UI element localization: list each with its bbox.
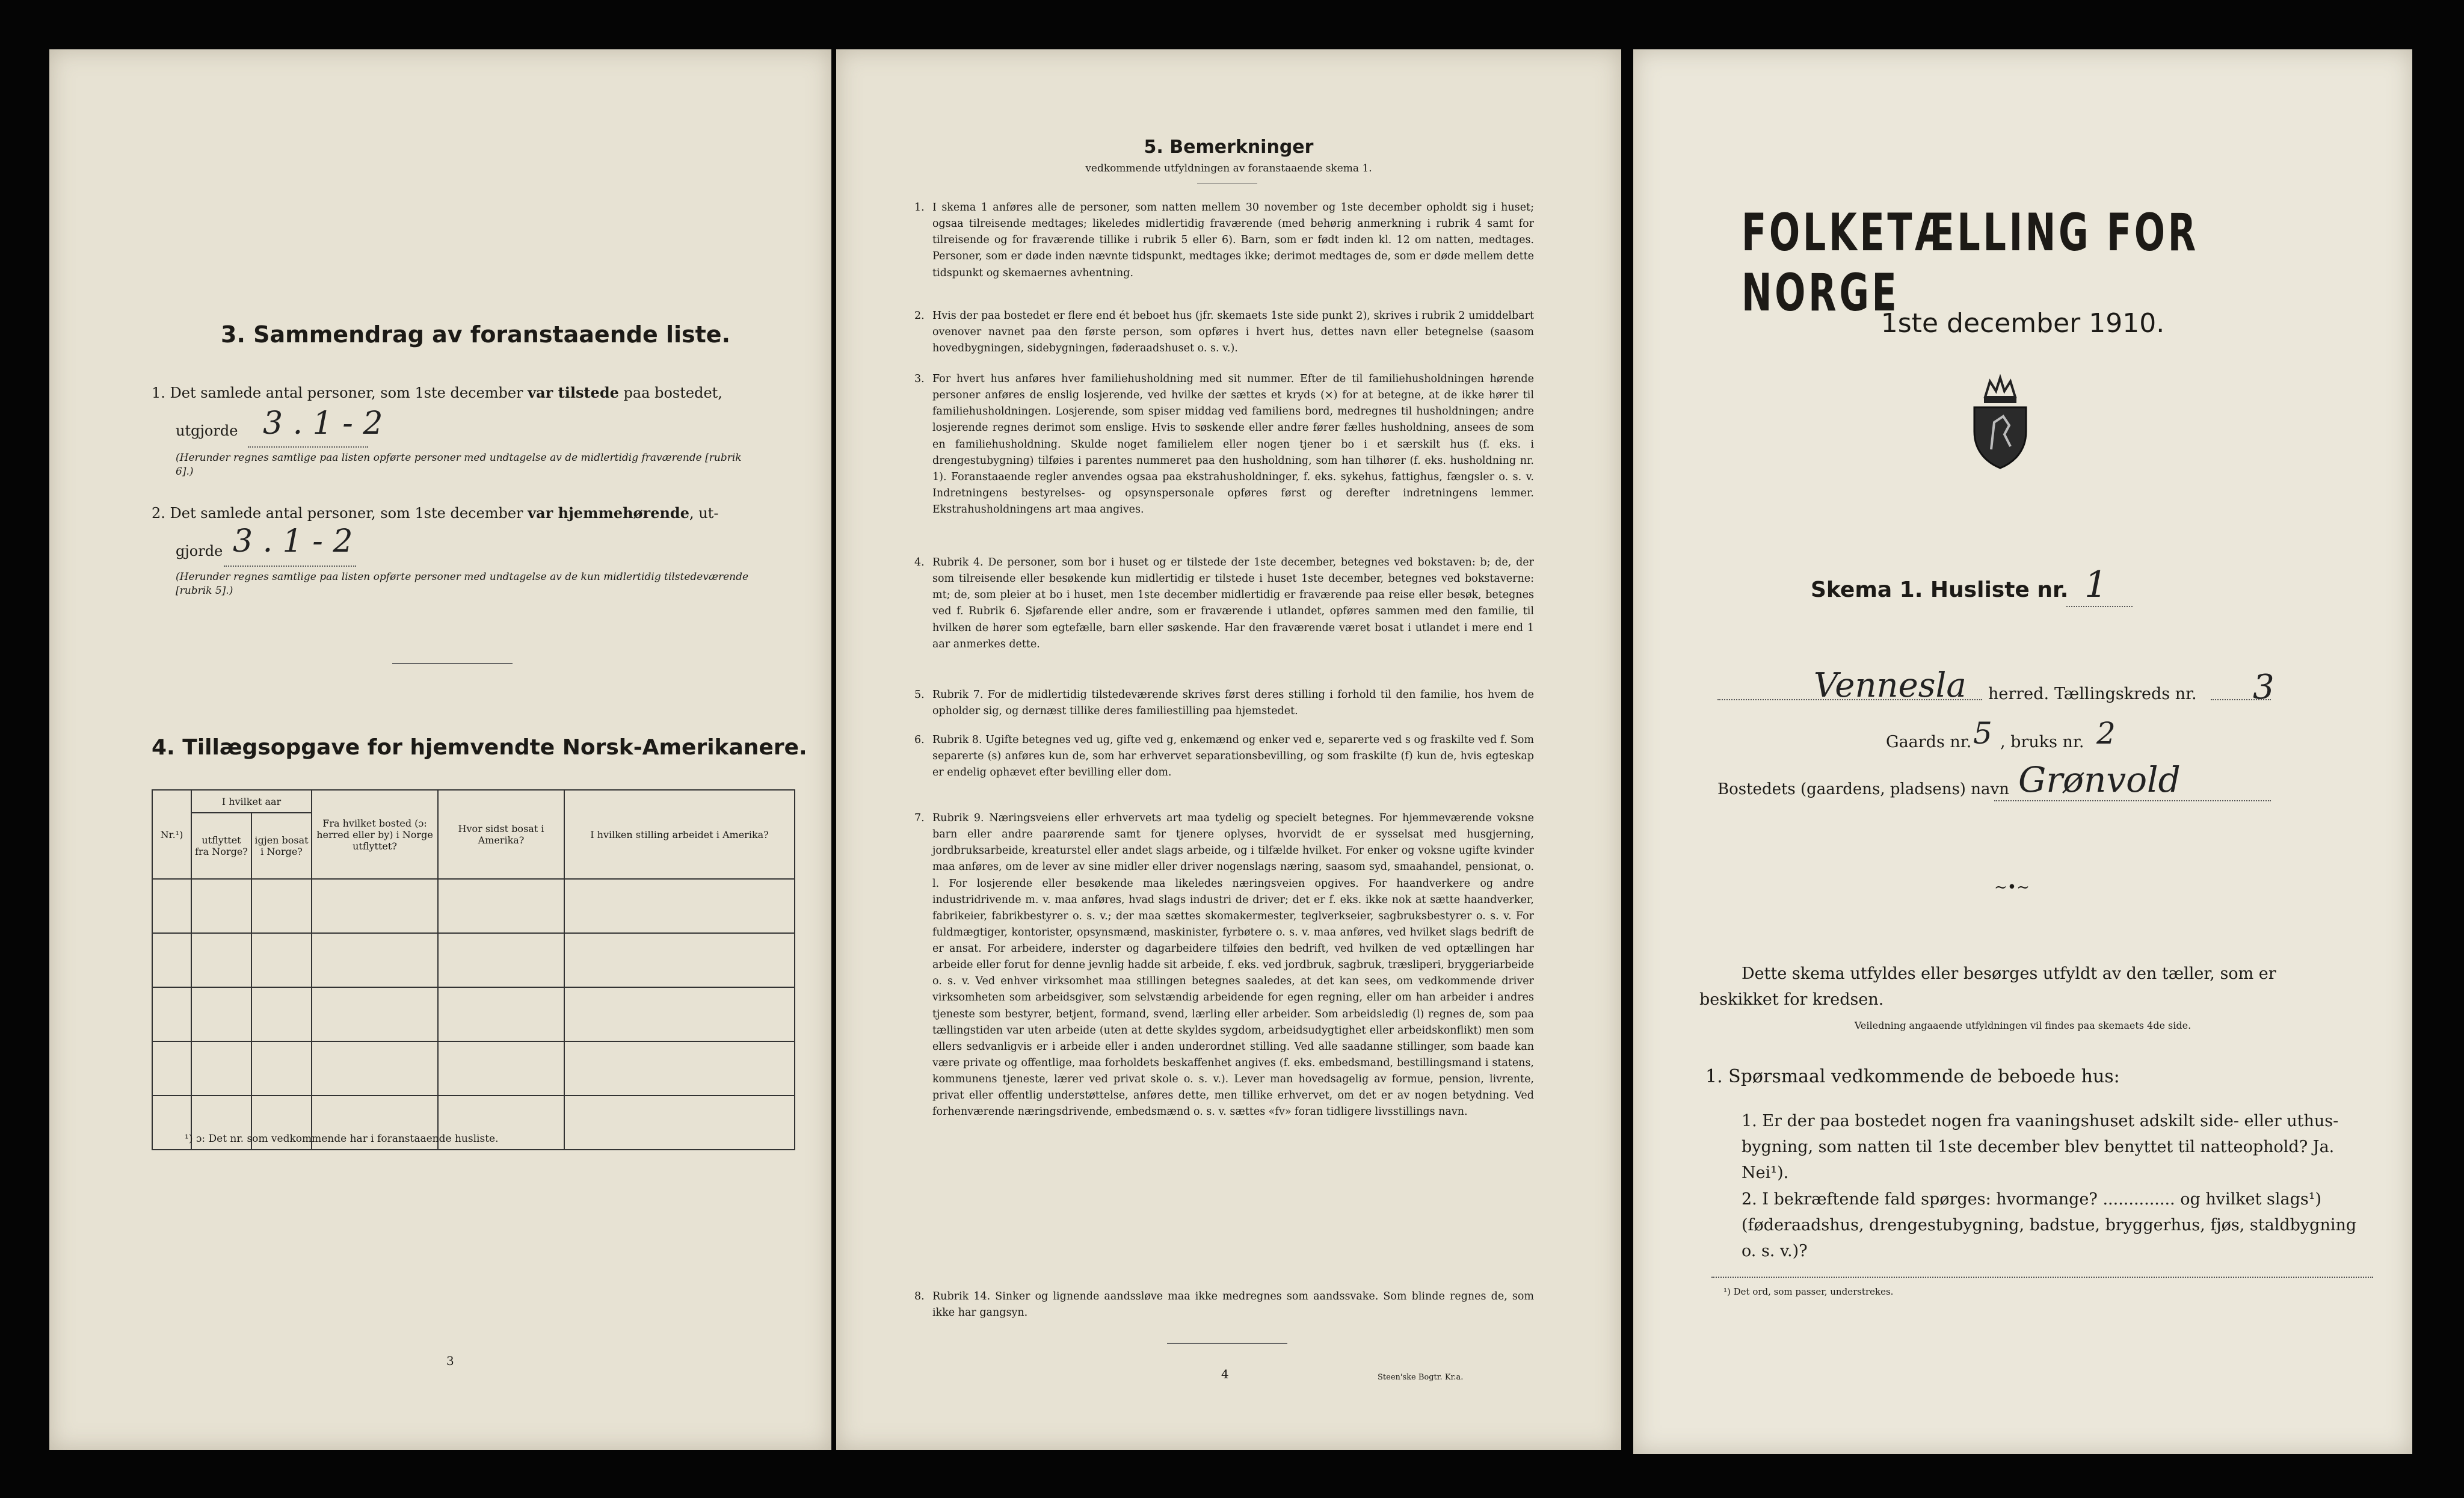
bosted-label: Bostedets (gaardens, pladsens) navn: [1717, 780, 2009, 798]
answer-dotted-line: [1711, 1277, 2373, 1278]
item2-dotted-line: [224, 566, 356, 567]
table-row: [152, 1041, 795, 1096]
remark-text: Rubrik 8. Ugifte betegnes ved ug, gifte ved g, enkemænd og enker ved e, separerte ved s og fraskilte ved f. Som separerte (s) anføres kun de, som har erhvervet separationsbevilling, og som fraskilte (f) kun de, hvis egteskap er endelig ophævet efter bevilling eller dom.: [932, 734, 1534, 779]
remark-text: Rubrik 9. Næringsveiens eller erhvervets art maa tydelig og specielt betegnes. For hjemmeværende voksne barn eller andre paarørende samt for tjenere oplyses, hvorvidt de er sysselsat med husgjerning, jordbruksarbeide, kreaturstel eller andet slags arbeide, og i tilfælde hvilket. For enker og voksne ugifte kvinder maa anføres, om de lever av sine midler eller driver nogenslags næring, saasom syd, smaahandel, pensionat, o. l. For losjerende eller besøkende maa likeledes næringsveien opgives. For haandverkere og andre industridrivende m. v. maa anføres, hvad slags industri de driver; det er f. eks. ikke nok at sætte haandverker, fabrikeier, fabrikbestyrer o. s. v.; der maa sættes skomakermester, teglverkseier, sagbruksbestyrer o. s. v. For fuldmægtiger, kontorister, opsynsmænd, maskinister, fyrbøtere o. s. v. maa anføres, ved hvilket slags bedrift de er ansat. For arbeidere, inderster og dagarbeidere tilføies den bedrift, ved hvilken de ved optællingen har arbeide eller forut for denne jevnlig hadde sit arbeide, f. eks. ved jordbruk, sagbruk, træsliperi, bryggeriarbeide o. s. v. Ved enhver virksomhet maa stillingen betegnes saaledes, at det kan sees, om vedkommende driver virksomheten som arbeidsgiver, som selvstændig arbeidende for egen regning, eller om han arbeider i andres tjeneste som bestyrer, betjent, formand, svend, lærling eller arbeider. Som arbeidsledig (l) regnes de, som paa tællingstiden var uten arbeide (uten at dette skyldes sygdom, arbeidsudygtighet eller arbeidskonflikt) men som ellers sedvanligvis er i arbeide eller i anden underordnet stilling. Ved alle saadanne stillinger, som baade kan være private og offentlige, maa forholdets beskaffenhet angives (f. eks. embedsmand, bestillingsmand i statens, kommunens tjeneste, lærer ved privat skole o. s. v.). Lever man hovedsagelig av formue, pension, livrente, privat eller offentlig understøttelse, anføres dette, men tillike erhvervet, om det er av nogen betydning. Ved forhenværende næringsdrivende, embedsmænd o. s. v. sættes «fv» foran tidligere livsstillings navn.: [932, 812, 1534, 1118]
husliste-dotted: [2066, 606, 2133, 607]
item2-handwritten-value: 3 . 1 - 2: [233, 523, 353, 559]
remark-text: I skema 1 anføres alle de personer, som natten mellem 30 november og 1ste december opholdt sig i huset; ogsaa tilreisende medtages; likeledes midlertidig fraværende (med behørig anmerkning i rubrik 4 samt for tilreisende og for fraværende tillike i rubrik 5 eller 6). Barn, som er født inden kl. 12 om natten, medtages. Personer, som er døde inden nævnte tidspunkt, medtages ikke; derimot medtages de, som er døde mellem dette tidspunkt og skemaernes avhentning.: [932, 202, 1534, 279]
veiledning-note: Veiledning angaaende utfyldningen vil findes paa skemaets 4de side.: [1854, 1020, 2191, 1031]
remark-7: [914, 810, 1534, 1120]
husliste-nr-value: 1: [2084, 564, 2108, 606]
end-rule: [1167, 1343, 1287, 1344]
remark-number: 4.: [914, 556, 925, 569]
th-utflyttet: utflyttet fra Norge?: [191, 813, 251, 879]
remark-number: 6.: [914, 734, 925, 746]
th-year-group: I hvilket aar: [191, 790, 312, 813]
table-row: [152, 879, 795, 933]
remarks-subtitle: vedkommende utfyldningen av foranstaaende skema 1.: [1085, 162, 1372, 174]
item1-text: 1. Det samlede antal personer, som 1ste december: [152, 384, 528, 401]
right-page: [1633, 49, 2412, 1454]
question-2: 2. I bekræftende fald spørges: hvormange? .............. og hvilket slags¹) (føderaadshus, drengestubygning, badstue, bryggerhus, fjøs, staldbygning o. s. v.)?: [1742, 1190, 2357, 1261]
herred-value: Venneslа: [1814, 666, 1967, 705]
remark-2: [914, 308, 1534, 357]
printer-imprint: Steen'ske Bogtr. Kr.a.: [1378, 1373, 1464, 1382]
th-sidst: Hvor sidst bosat i Amerika?: [438, 790, 564, 879]
item2-gjorde-label: gjorde: [176, 543, 223, 559]
remark-6: [914, 732, 1534, 781]
remark-number: 1.: [914, 202, 925, 214]
th-igjen: igjen bosat i Norge?: [251, 813, 312, 879]
footnote: ¹) Det ord, som passer, understrekes.: [1723, 1286, 1894, 1297]
remark-text: Rubrik 4. De personer, som bor i huset og er tilstede der 1ste december, betegnes ved bokstaven: b; de, der som tilreisende eller besøkende kun midlertidig er tilstede i huset 1ste december, betegnes ved bokstaverne: mt; de, som pleier at bo i huset, men 1ste december midlertidig er fraværende paa reise eller besøk, betegnes ved f. Rubrik 6. Sjøfarende eller andre, som er fraværende i utlandet, opføres sammen med den familie, til hvilken de hører som egtefælle, barn eller søskende. Har den fraværende været bosat i utlandet i mere end 1 aar anmerkes dette.: [932, 556, 1534, 650]
form-intro: Dette skema utfyldes eller besørges utfyldt av den tæller, som er beskikket for kredsen.: [1699, 964, 2276, 1009]
section-divider: [392, 663, 513, 664]
th-bosted: Fra hvilket bosted (ɔ: herred eller by) i Norge utflyttet?: [312, 790, 438, 879]
kreds-label: Tællingskreds nr.: [2054, 685, 2197, 703]
summary-item-2: [152, 502, 753, 525]
remark-number: 8.: [914, 1290, 925, 1302]
table-row: [152, 987, 795, 1041]
gaards-label: Gaards nr.: [1886, 733, 1972, 751]
ornament-divider: ~•~: [1994, 878, 2030, 896]
section3-title: 3. Sammendrag av foranstaaende liste.: [221, 321, 731, 348]
item2-note: (Herunder regnes samtlige paa listen opførte personer med undtagelse av de kun midlertidig tilstedeværende [rubrik 5].): [176, 571, 749, 597]
remark-1: [914, 200, 1534, 282]
norsk-amerikanere-table: [152, 789, 795, 1150]
bosted-value: Grønvold: [2018, 759, 2181, 800]
page-number-4: 4: [1221, 1367, 1229, 1381]
left-page: [49, 49, 831, 1450]
kreds-dotted: [2211, 699, 2271, 700]
item1-dotted-line: [248, 446, 368, 448]
th-stilling: I hvilken stilling arbeidet i Amerika?: [564, 790, 795, 879]
kreds-value: 3: [2253, 668, 2275, 707]
item2-text: 2. Det samlede antal personer, som 1ste december: [152, 505, 528, 522]
table-row: [152, 933, 795, 987]
remark-3: [914, 371, 1534, 518]
th-nr: Nr.¹): [152, 790, 191, 879]
remark-number: 7.: [914, 812, 925, 824]
remark-4: [914, 555, 1534, 653]
herred-label: herred.: [1988, 685, 2050, 703]
remark-text: For hvert hus anføres hver familiehusholdning med sit nummer. Efter de til familiehusholdningen hørende personer anføres de enslig losjerende, ved hvilke der sættes et kryds (×) for at betegne, at de ikke hører til familiehusholdningen. Losjerende, som spiser middag ved familiens bord, medregnes til husholdningen; andre losjerende regnes derimot som enslige. Hvis to søskende eller andre fører fælles husholdning, ansees de som en familiehusholdning. Skulde noget familielem eller nogen tjener bo i et særskilt hus (f. eks. i drengestubygning) tilføies i parentes nummeret paa den husholdning, som han tilhører (f. eks. husholdning nr. 1). Foranstaaende regler anvendes ogsaa paa ekstrahusholdninger, f. eks. sykehus, fattighus, fængsler o. s. v. Indretningens bestyrelses- og opsynspersonale opføres først og derefter indretningens lemmer. Ekstrahusholdningens art maa angives.: [932, 373, 1534, 516]
remark-5: [914, 687, 1534, 720]
remark-8: [914, 1289, 1534, 1321]
item2-bold: var hjemmehørende: [528, 504, 689, 522]
page-number-3: 3: [446, 1354, 454, 1368]
remark-text: Hvis der paa bostedet er flere end ét beboet hus (jfr. skemaets 1ste side punkt 2), skrives i rubrik 2 umiddelbart ovenover navnet paa den første person, som opføres i hvert hus, dettes navn eller betegnelse (saasom hovedbygningen, sidebygningen, føderaadshuset o. s. v.).: [932, 310, 1534, 355]
item1-note: (Herunder regnes samtlige paa listen opførte personer med undtagelse av de midlertidig fraværende [rubrik 6].): [176, 452, 742, 478]
item1-utgjorde-label: utgjorde: [176, 422, 238, 439]
question-1: 1. Er der paa bostedet nogen fra vaaningshuset adskilt side- eller uthus-bygning, som natten til 1ste december blev benyttet til natteophold? Ja. Nei¹).: [1742, 1112, 2339, 1183]
bruks-label: , bruks nr.: [2000, 733, 2084, 751]
norway-coat-of-arms: [1967, 374, 2033, 470]
item1-handwritten-value: 3 . 1 - 2: [263, 405, 383, 442]
census-date: 1ste december 1910.: [1880, 308, 2165, 339]
skema-label: Skema 1. Husliste nr.: [1811, 578, 2069, 602]
section4-title: 4. Tillægsopgave for hjemvendte Norsk-Amerikanere.: [152, 735, 807, 760]
remark-number: 5.: [914, 689, 925, 701]
bruks-value: 2: [2096, 716, 2116, 751]
item2-text-end: , ut-: [689, 505, 719, 522]
form-title: FOLKETÆLLING FOR NORGE: [1742, 203, 2199, 323]
remark-number: 2.: [914, 310, 925, 322]
remark-number: 3.: [914, 373, 925, 385]
item1-text-end: paa bostedet,: [618, 384, 722, 401]
gaards-value: 5: [1973, 716, 1992, 751]
item1-bold: var tilstede: [528, 384, 619, 401]
summary-item-1: [152, 381, 753, 404]
bosted-dotted: [1994, 800, 2271, 801]
questions-heading: 1. Spørsmaal vedkommende de beboede hus:: [1705, 1066, 2120, 1087]
middle-page: [836, 49, 1621, 1450]
remark-text: Rubrik 7. For de midlertidig tilstedeværende skrives først deres stilling i forhold til den familie, hos hvem de opholder sig, og dernæst tillike deres familiestilling paa hjemstedet.: [932, 689, 1534, 718]
table-footnote: ¹) ɔ: Det nr. som vedkommende har i foranstaaende husliste.: [185, 1133, 499, 1145]
remarks-title: 5. Bemerkninger: [1144, 137, 1314, 158]
remark-text: Rubrik 14. Sinker og lignende aandssløve maa ikke medregnes som aandssvake. Som blinde regnes de, som ikke har gangsyn.: [932, 1290, 1534, 1319]
